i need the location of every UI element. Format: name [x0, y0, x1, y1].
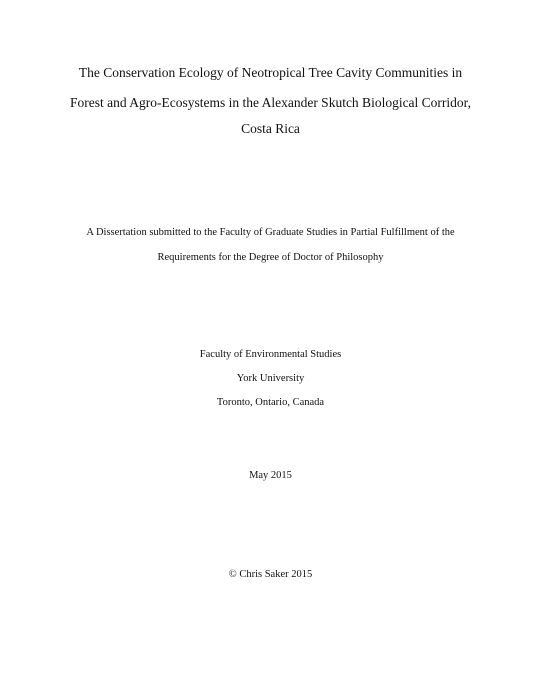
title-line-3: Costa Rica [241, 121, 300, 136]
submission-date: May 2015 [249, 470, 292, 481]
title-line-2: Forest and Agro-Ecosystems in the Alexander Skutch Biological Corridor, [69, 95, 472, 110]
submission-statement-line-1: A Dissertation submitted to the Faculty of Graduate Studies in Partial Fulfillment of the [86, 227, 455, 238]
faculty-name: Faculty of Environmental Studies [199, 349, 342, 360]
copyright-notice: © Chris Saker 2015 [228, 569, 313, 580]
submission-statement-line-2: Requirements for the Degree of Doctor of Philosophy [157, 252, 384, 263]
title-line-1: The Conservation Ecology of Neotropical Tree Cavity Communities in [78, 65, 463, 80]
university-name: York University [236, 373, 305, 384]
location: Toronto, Ontario, Canada [216, 397, 325, 408]
